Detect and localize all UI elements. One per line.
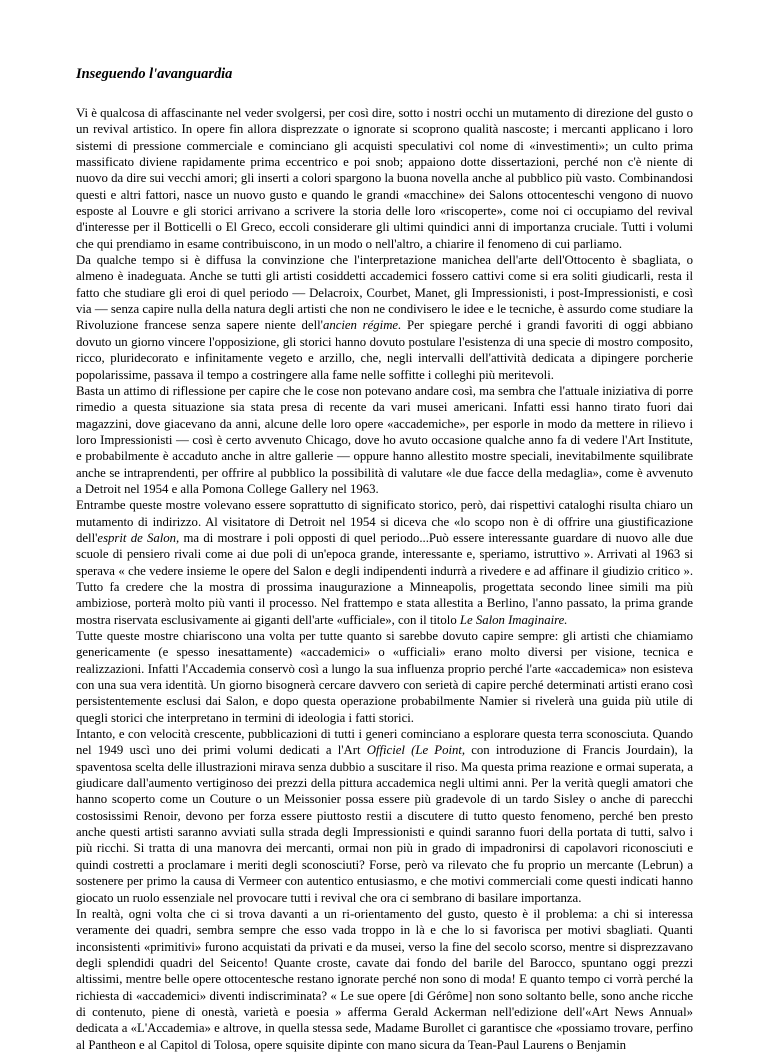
body-paragraph (76, 252, 693, 383)
paragraph-text: Entrambe queste mostre volevano essere soprattutto di significato storico, però, dai rispettivi cataloghi risulta chiaro un mutamento di indirizzo. Al visitatore di Detroit nel 1954 si diceva che «lo scopo non è di offrire una giustificazione dell' (76, 498, 693, 545)
paragraph-text: Da qualche tempo si è diffusa la convinzione che l'interpretazione manichea dell'arte dell'Ottocento è sbagliata, o almeno è inadeguata. Anche se tutti gli artisti cosiddetti accademici fossero cattivi come si era soliti giudicarli, resta il fatto che studiare gli eroi di quel periodo — Delacroix, Courbet, Manet, gli Impressionisti, i post-Impressionisti, e così via — senza capire nulla della natura degli artisti che non ne condivisero le idee e le tecniche, è assurdo come studiare la Rivoluzione francese senza sapere niente dell' (76, 253, 693, 333)
body-paragraph (76, 906, 693, 1053)
body-paragraph (76, 383, 693, 497)
body-paragraph (76, 105, 693, 252)
paragraph-text: In realtà, ogni volta che ci si trova davanti a un ri-orientamento del gusto, questo è il problema: a chi si interessa veramente dei quadri, sembra sempre che esso vada troppo in là e che lo si favorisca per motivi sbagliati. Quanti inconsistenti «primitivi» furono acquistati da privati e da musei, verso la fine del secolo scorso, mentre si disprezzavano degli splendidi quadri del Seicento! Quante croste, cavate dai fondo del barile del Barocco, spuntano oggi prezzi altissimi, mentre belle opere ottocentesche restano ignorate perché non sono di moda! E quanto tempo ci vorrà perché la richiesta di «accademici» diventi indiscriminata? « Le sue opere [di Gérôme] non sono soltanto belle, sono anche ricche di contenuto, piene di onestà, varietà e poesia » afferma Gerald Ackerman nell'edizione dell'«Art News Annual» dedicata a «L'Accademia» e altrove, in quella stessa sede, Madame Burollet ci garantisce che «possiamo trovare, perfino al Pantheon e al Capitol di Tolosa, opere squisite dipinte con mano sicura da Tean-Paul Laurens o Benjamin (76, 906, 693, 1052)
italic-text: esprit de Salon, (97, 530, 180, 545)
paragraph-text: Tutte queste mostre chiariscono una volta per tutte quanto si sarebbe dovuto capire sempre: gli artisti che chiamiamo genericamente (e spesso inesattamente) «accademici» o «ufficiali» erano molto diversi per visione, tecnica e realizzazioni. Infatti l'Accademia conservò così a lungo la sua influenza proprio perché l'arte «accademica» non esisteva con una sua vera identità. Un giorno bisognerà cercare davvero con serietà di capire perché determinati artisti erano così persistentemente esclusi dai Salon, e dopo questa operazione probabilmente Namier si rivelerà una guida più utile di quegli storici che interpretano in termini di ideologia i fatti storici. (76, 629, 693, 725)
document-title: Inseguendo l'avanguardia (76, 66, 233, 82)
document-body (76, 105, 693, 1053)
body-paragraph (76, 497, 693, 628)
paragraph-text: Vi è qualcosa di affascinante nel veder svolgersi, per così dire, sotto i nostri occhi un mutamento di direzione del gusto o un revival artistico. In opere fin allora disprezzate o ignorate si scoprono qualità nascoste; i mercanti applicano i loro sistemi di pressione commerciale e cominciano gli acquisti speculativi col nome di «investimenti»; un culto prima massificato diviene rapidamente prima eccentrico e poi snob; appaiono dotte dissertazioni, perché non c'è niente di nuovo da dire sui vecchi amori; gli inserti a colori spargono la buona novella anche al pubblico più vasto. Combinandosi questi e altri fattori, nasce un nuovo gusto e quando le grandi «macchine» dei Salons ottocenteschi vengono di nuovo esposte al Louvre e gli storici arrivano a scrivere la storia delle loro «riscoperte», come noi ci occupiamo del revival d'interesse per il Botticelli o El Greco, eccoli considerare gli ultimi quindici anni di importanza cruciale. Tutti i volumi che qui prendiamo in esame contribuiscono, in un modo o nell'altro, a chiarire il fenomeno di cui parliamo. (76, 106, 693, 251)
body-paragraph (76, 726, 693, 906)
paragraph-text: con introduzione di Francis Jourdain), la spaventosa scelta delle illustrazioni mirava senza dubbio a suscitare il riso. Ma questa prima reazione e ormai superata, a giudicare dall'aumento vertiginoso dei prezzi della pittura accademica negli ultimi anni. Per la verità quegli amatori che hanno scoperto come un Couture o un Meissonier possa essere più gradevole di un tardo Sisley o anche di parecchi costosissimi Renoir, devono per forza essere piuttosto restii a discutere di tutto questo fenomeno, perché ben presto anche questi artisti saranno avviati sulla strada degli Impressionisti e quindi saranno fuori della portata di tutti, salvo i più ricchi. Si tratta di una manovra dei mercanti, ormai non più in grado di impadronirsi di capolavori riconosciuti e quindi costretti a proclamare i meriti degli sconosciuti? Forse, però va rilevato che fu proprio un mercante (Lebrun) a sostenere per primo la causa di Vermeer con autentico entusiasmo, e che motivi commerciali come questi indicati hanno giocato un ruolo essenziale nel provocare tutti i revival che ora ci sembrano di basilare importanza. (76, 743, 693, 905)
paragraph-text: ma di mostrare i poli opposti di quel periodo...Può essere interessante guardare di nuovo alle due scuole di pensiero rivali come ai due poli di un'epoca grande, interessante e, speriamo, istruttivo ». Arrivati al 1963 si sperava « che vedere insieme le opere del Salon e degli indipendenti indurrà a rivedere e ad affinare il giudizio critico ». Tutto fa credere che la mostra di prossima inaugurazione a Minneapolis, progettata secondo linee simili ma più ambiziose, porterà molto più vanti il processo. Nel frattempo e stata allestita a Berlino, l'anno passato, la prima grande mostra riservata esclusivamente ai giganti dell'arte «ufficiale», con il titolo (76, 530, 694, 627)
document-page (76, 62, 693, 1053)
paragraph-text: Basta un attimo di riflessione per capire che le cose non potevano andare così, ma sembra che l'attuale iniziativa di porre rimedio a questa situazione sia stata presa di recente da vari musei americani. Infatti essi hanno tirato fuori dai magazzini, dove giacevano da anni, alcune delle loro opere «accademiche», per esporle in modo da mettere in rilievo i loro Impressionisti — così è certo avvenuto Chicago, dove ho avuto occasione qualche anno fa di vedere l'Art Institute, e probabilmente è accaduto anche in altre gallerie — oppure hanno allestito mostre speciali, inevitabilmente squilibrate anche se intraprendenti, per offrire al pubblico la possibilità di valutare «le due facce della medaglia», come è avvenuto a Detroit nel 1954 e alla Pomona College Gallery nel 1963. (76, 383, 693, 496)
italic-text: ancien régime. (322, 318, 402, 333)
italic-text: Le Salon Imaginaire. (459, 612, 568, 627)
italic-text: Officiel (Le Point, (366, 743, 466, 758)
paragraph-text: Intanto, e con velocità crescente, pubblicazioni di tutti i generi cominciano a esplorare questa terra sconosciuta. Quando nel 1949 uscì uno dei primi volumi dedicati a l'Art (76, 727, 693, 758)
body-paragraph (76, 628, 693, 726)
paragraph-text: Per spiegare perché i grandi favoriti di oggi abbiano dovuto un giorno vincere l'opposizione, gli storici hanno dovuto postulare l'esistenza di una specie di mostro composito, ricco, pluridecorato e infinitamente vegeto e arzillo, che, negli intervalli dell'attività dedicata a dipingere porcherie popolarissime, passava il tempo a costringere alla fame nelle soffitte i colleghi più meritevoli. (76, 318, 693, 382)
